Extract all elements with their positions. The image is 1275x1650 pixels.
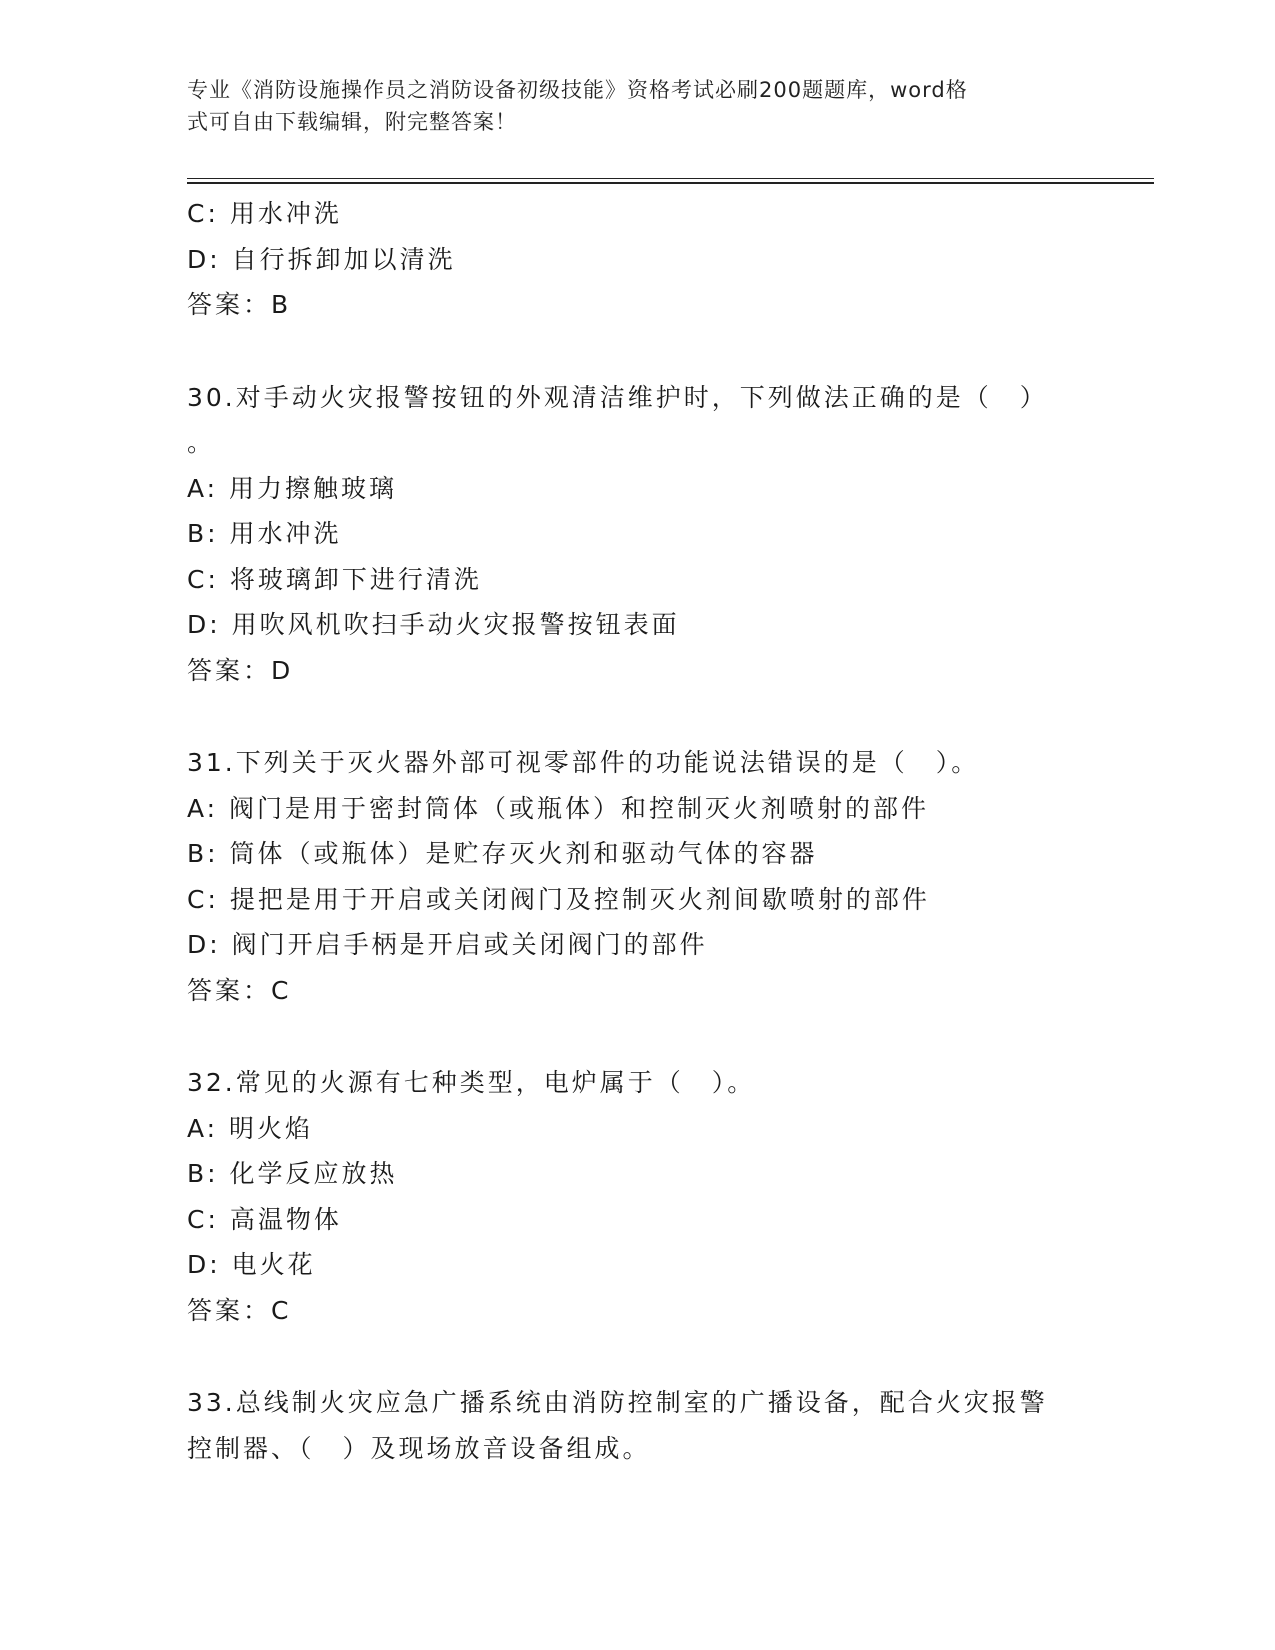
question-32 <box>187 1060 1087 1333</box>
option-a: A: 阀门是用于密封筒体（或瓶体）和控制灭火剂喷射的部件 <box>187 793 930 823</box>
option-b: B: 用水冲洗 <box>187 519 342 548</box>
header-line-1: 专业《消防设施操作员之消防设备初级技能》资格考试必刷200题题库，word格 <box>187 78 968 102</box>
header-divider-thick <box>187 182 1154 184</box>
option-d: D: 用吹风机吹扫手动火灾报警按钮表面 <box>187 610 680 639</box>
question-stem-continued: 控制器、（ ）及现场放音设备组成。 <box>187 1433 651 1463</box>
question-31 <box>187 740 1087 1013</box>
header-line-2: 式可自由下载编辑，附完整答案！ <box>187 110 517 134</box>
answer-line: 答案：B <box>187 290 292 319</box>
answer-line: 答案：C <box>187 1295 292 1325</box>
question-stem: 32.常见的火源有七种类型，电炉属于（ ）。 <box>187 1068 756 1097</box>
option-c: C: 用水冲洗 <box>187 199 342 228</box>
question-30 <box>187 375 1087 694</box>
question-33 <box>187 1380 1087 1471</box>
option-c: C: 高温物体 <box>187 1204 342 1234</box>
header-divider-thin <box>187 178 1154 179</box>
option-d: D: 电火花 <box>187 1250 316 1279</box>
question-fragment <box>187 191 1087 328</box>
question-list <box>187 191 1087 1471</box>
option-d: D: 自行拆卸加以清洗 <box>187 244 456 274</box>
question-stem: 33.总线制火灾应急广播系统由消防控制室的广播设备，配合火灾报警 <box>187 1388 1048 1417</box>
answer-line: 答案：D <box>187 655 294 685</box>
option-d: D: 阀门开启手柄是开启或关闭阀门的部件 <box>187 930 708 959</box>
option-a: A: 用力擦触玻璃 <box>187 473 398 503</box>
document-header <box>187 74 1067 138</box>
option-b: B: 化学反应放热 <box>187 1159 398 1188</box>
question-stem: 30.对手动火灾报警按钮的外观清洁维护时，下列做法正确的是（ ） <box>187 382 1048 412</box>
question-stem-continued: 。 <box>187 428 216 457</box>
option-b: B: 筒体（或瓶体）是贮存灭火剂和驱动气体的容器 <box>187 839 818 868</box>
question-stem: 31.下列关于灭火器外部可视零部件的功能说法错误的是（ ）。 <box>187 748 980 777</box>
answer-line: 答案：C <box>187 975 292 1005</box>
option-c: C: 提把是用于开启或关闭阀门及控制灭火剂间歇喷射的部件 <box>187 884 930 914</box>
option-a: A: 明火焰 <box>187 1113 314 1143</box>
option-c: C: 将玻璃卸下进行清洗 <box>187 564 482 594</box>
